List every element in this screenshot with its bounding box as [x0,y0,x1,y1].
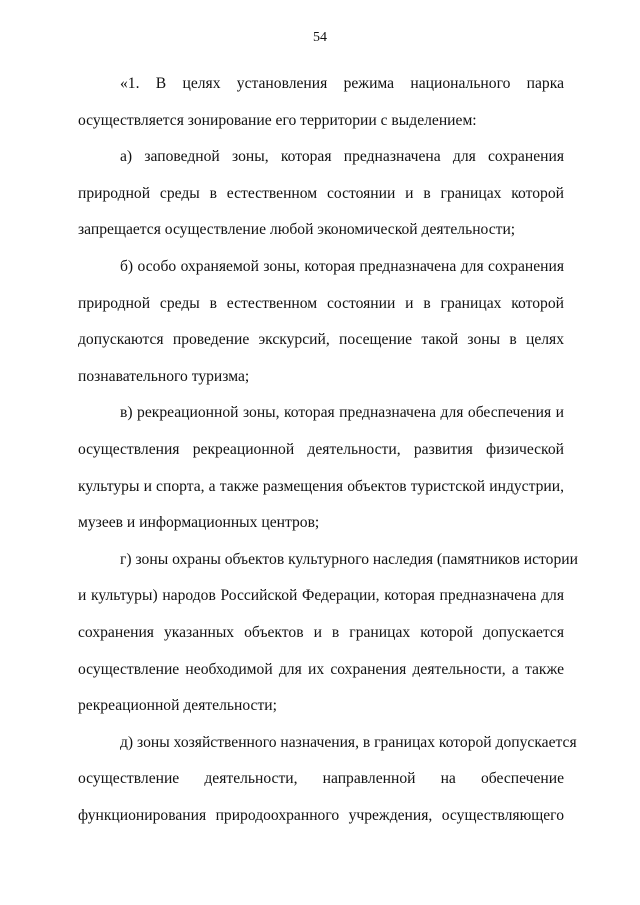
page-number: 54 [313,30,327,45]
text-line: природной среды в естественном состоянии и в границах которой [78,294,564,312]
text-line: рекреационной деятельности; [78,697,277,715]
text-line: допускаются проведение экскурсий, посещение такой зоны в целях [78,331,564,349]
text-line: д) зоны хозяйственного назначения, в границах которой допускается [120,733,577,751]
paragraph-zone-v [78,395,564,541]
paragraph-zone-g [78,542,578,725]
text-line: а) заповедной зоны, которая предназначена для сохранения [120,148,564,166]
paragraph-zone-a [78,139,564,249]
text-line: функционирования природоохранного учреждения, осуществляющего [78,806,564,824]
text-line: осуществления рекреационной деятельности, развития физической [78,440,564,458]
text-line: «1. В целях установления режима национального парка [120,75,564,92]
text-line: осуществление необходимой для их сохранения деятельности, а также [78,660,564,678]
text-line: осуществляется зонирование его территории с выделением: [78,111,477,129]
text-line: и культуры) народов Российской Федерации, которая предназначена для [78,587,564,605]
text-line: культуры и спорта, а также размещения объектов туристской индустрии, [78,477,564,495]
text-line: осуществление деятельности, направленной на обеспечение [78,770,564,788]
text-line: г) зоны охраны объектов культурного наследия (памятников истории [120,550,578,568]
text-line: в) рекреационной зоны, которая предназначена для обеспечения и [120,404,564,422]
text-line: б) особо охраняемой зоны, которая предназначена для сохранения [120,257,564,275]
text-line: природной среды в естественном состоянии и в границах которой [78,184,564,202]
paragraph-zone-d [78,725,577,835]
document-body [78,66,578,834]
paragraph-intro [78,66,564,139]
text-line: познавательного туризма; [78,367,250,385]
text-line: запрещается осуществление любой экономической деятельности; [78,221,516,239]
text-line: сохранения указанных объектов и в границах которой допускается [78,623,564,641]
text-line: музеев и информационных центров; [78,514,320,532]
paragraph-zone-b [78,249,564,395]
